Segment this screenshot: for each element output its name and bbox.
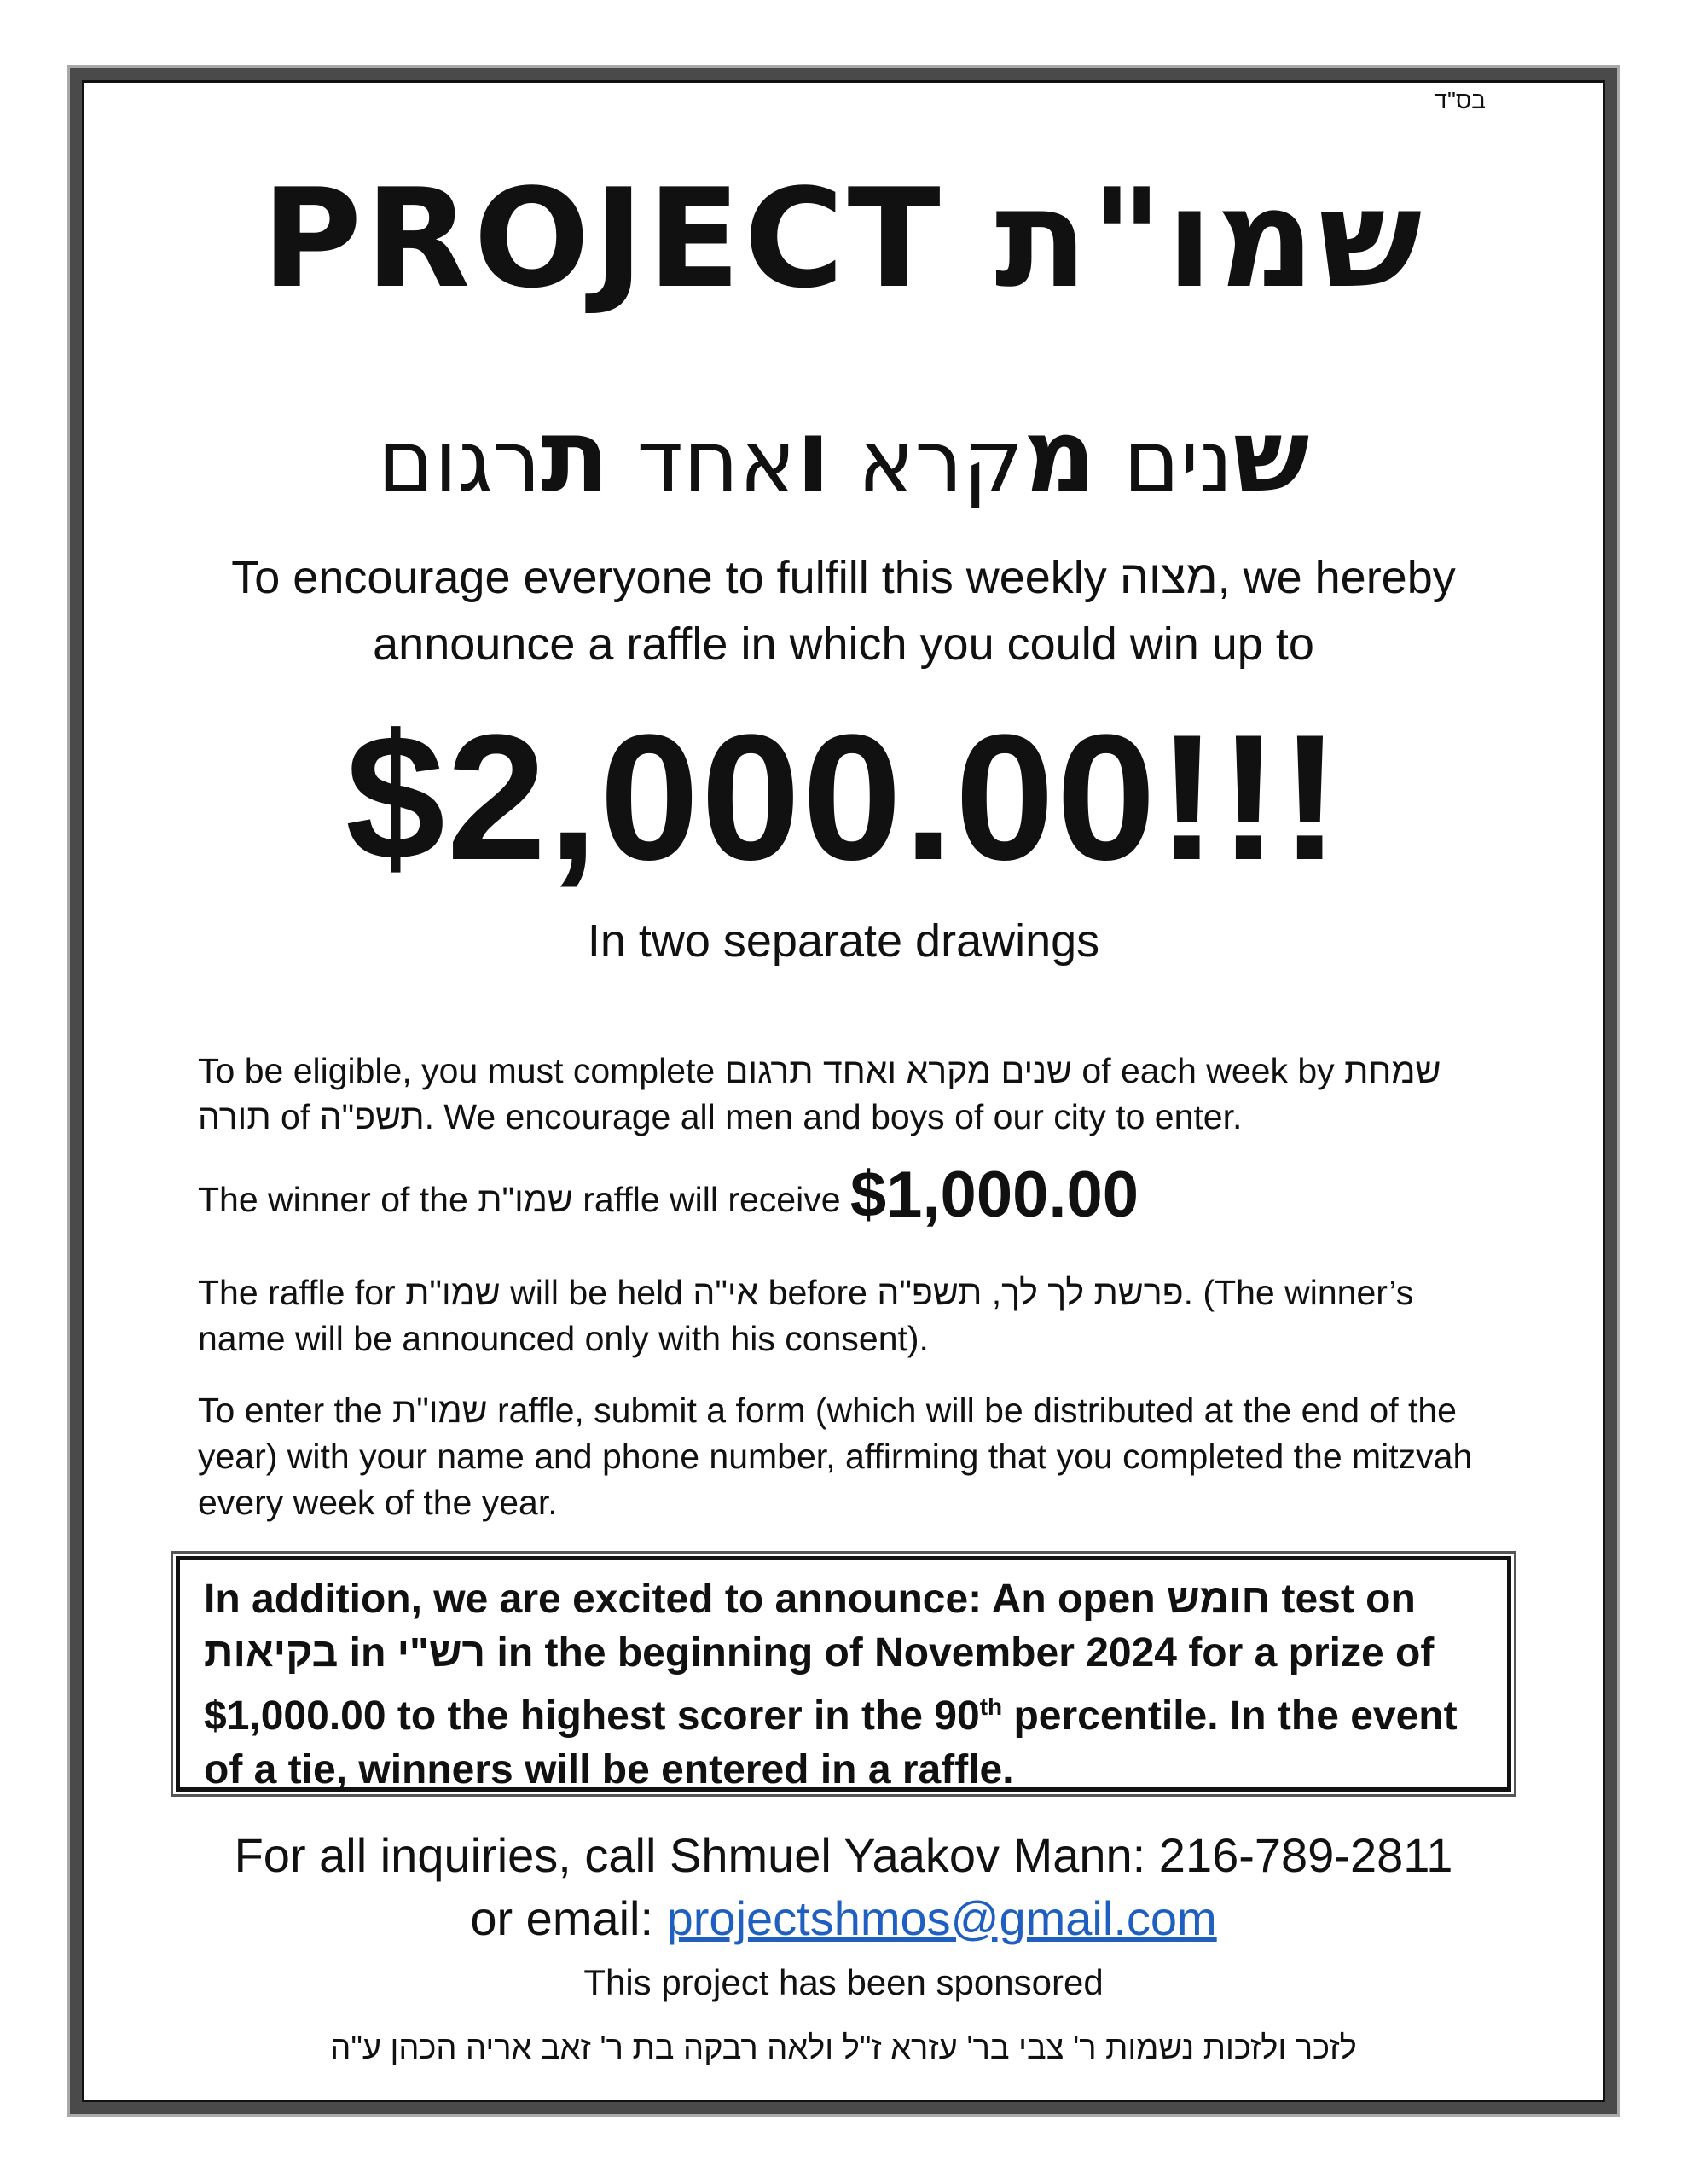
text-part: To enter the <box>198 1391 392 1430</box>
text-part: percentile. In the event of a tie, winners will be entered in a raffle. <box>204 1693 1458 1792</box>
winner-paragraph <box>198 1159 1503 1231</box>
subtitle-bold-letter: ו <box>796 397 831 514</box>
text-part: To be eligible, you must complete <box>198 1051 725 1090</box>
email-line <box>0 1887 1687 1950</box>
text-part: will be held <box>500 1273 693 1312</box>
hebrew-part: אי"ה <box>693 1273 759 1312</box>
email-link[interactable]: projectshmos@gmail.com <box>666 1891 1217 1945</box>
text-part: of each week by <box>1072 1051 1345 1090</box>
contact-info <box>0 1824 1687 1950</box>
text-part: in the beginning of November 2024 for a prize of $1,000.00 to the highest scorer in the 90 <box>204 1630 1435 1739</box>
text-part: raffle, submit a form (which will be distributed at the end of the year) with your name and phone number, affirming that you completed the mitzvah every week of the year. <box>198 1391 1473 1522</box>
text-part: . We encourage all men and boys of our city to enter. <box>424 1097 1243 1136</box>
eligibility-paragraph <box>198 1048 1503 1140</box>
winner-prize-amount: $1,000.00 <box>849 1159 1139 1231</box>
text-part: in <box>338 1630 397 1676</box>
text-part: The winner of the <box>198 1180 478 1219</box>
hebrew-part: רש"י <box>397 1630 486 1676</box>
text-part: test on <box>1270 1577 1416 1622</box>
subtitle-bold-letter: ש <box>1232 397 1310 514</box>
drawings-note: In two separate drawings <box>587 915 1100 967</box>
hebrew-part: חומש <box>1167 1577 1271 1622</box>
hebrew-subtitle <box>0 397 1687 514</box>
subtitle-word-rest: נים <box>1096 411 1233 511</box>
memorial-dedication: לזכר ולזכות נשמות ר' צבי בר' עזרא ז"ל ולאה רבקה בת ר' זאב אריה הכהן ע"ה <box>330 2030 1357 2066</box>
ordinal-suffix: th <box>979 1693 1003 1720</box>
hebrew-part: שמו"ת <box>405 1273 501 1312</box>
hebrew-part: תשפ"ה <box>319 1097 425 1136</box>
text-part: . (The winner’s name will be announced only with his consent). <box>198 1273 1414 1358</box>
sponsor-note: This project has been sponsored <box>583 1962 1104 2002</box>
bsd-mark: בס"ד <box>1434 87 1486 113</box>
intro-text <box>196 544 1491 677</box>
subtitle-bold-letter: מ <box>1023 397 1097 514</box>
flyer-title <box>0 159 1687 318</box>
entry-paragraph <box>198 1387 1503 1525</box>
announcement-box <box>176 1556 1511 1792</box>
intro-hebrew: מצוה <box>1119 552 1218 603</box>
text-part: In addition, we are excited to announce: An open <box>204 1577 1168 1622</box>
text-part: before <box>758 1273 878 1312</box>
subtitle-word-rest: קרא <box>830 411 1023 511</box>
hebrew-part: שנים מקרא ואחד תרגום <box>724 1051 1072 1090</box>
raffle-date-paragraph <box>198 1269 1503 1362</box>
intro-part: , we hereby announce a raffle in which you could win up to <box>373 552 1456 670</box>
title-latin: PROJECT <box>261 159 944 318</box>
hebrew-part: בקיאות <box>204 1630 339 1676</box>
hebrew-part: שמו"ת <box>391 1391 488 1430</box>
title-hebrew: שמו"ת <box>994 159 1426 318</box>
subtitle-bold-letter: ת <box>541 397 610 514</box>
hebrew-part: שמחת תורה <box>198 1051 1441 1136</box>
intro-part: To encourage everyone to fulfill this weekly <box>231 552 1120 603</box>
email-prefix: or email: <box>470 1891 667 1945</box>
hebrew-part: פרשת לך לך, תשפ"ה <box>877 1273 1184 1312</box>
subtitle-word-rest: רגום <box>377 411 542 511</box>
phone-line: For all inquiries, call Shmuel Yaakov Mann: 216-789-2811 <box>234 1828 1453 1882</box>
text-part: raffle will receive <box>572 1180 850 1219</box>
text-part: The raffle for <box>198 1273 406 1312</box>
hebrew-part: שמו"ת <box>478 1180 573 1219</box>
grand-prize-amount: $2,000.00!!! <box>345 697 1342 897</box>
text-part: of <box>270 1097 320 1136</box>
subtitle-word-rest: אחד <box>609 411 797 511</box>
